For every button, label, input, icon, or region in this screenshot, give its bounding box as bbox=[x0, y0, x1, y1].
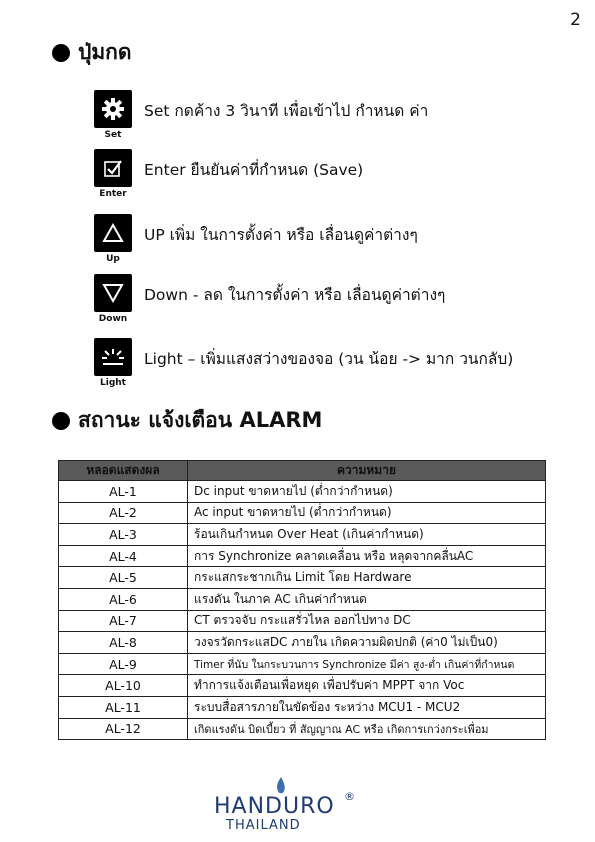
table-row bbox=[59, 588, 546, 610]
key-description: Light – เพิ่มแสงสว่างของจอ (วน น้อย -> มาก วนกลับ) bbox=[144, 350, 514, 368]
alarm-code: AL-1 bbox=[59, 481, 188, 503]
table-row bbox=[59, 632, 546, 654]
alarm-table bbox=[58, 460, 546, 740]
key-caption: Up bbox=[106, 254, 120, 264]
logo-subtitle: THAILAND bbox=[226, 818, 301, 833]
column-header-indicator: หลอดแสดงผล bbox=[59, 461, 188, 481]
alarm-meaning: วงจรวัดกระแสDC ภายใน เกิดความผิดปกติ (ค่า0 ไม่เป็น0) bbox=[188, 632, 546, 654]
alarm-code: AL-8 bbox=[59, 632, 188, 654]
table-row bbox=[59, 545, 546, 567]
alarm-meaning: ระบบสื่อสารภายในขัดข้อง ระหว่าง MCU1 - MCU2 bbox=[188, 696, 546, 718]
table-row bbox=[59, 610, 546, 632]
table-row bbox=[59, 524, 546, 546]
table-row bbox=[59, 675, 546, 697]
alarm-meaning: ทำการแจ้งเตือนเพื่อหยุด เพื่อปรับค่า MPPT จาก Voc bbox=[188, 675, 546, 697]
checkbox-icon bbox=[94, 149, 132, 187]
buttons-title-text: ปุ่มกด bbox=[78, 40, 132, 64]
page-number: 2 bbox=[570, 10, 581, 30]
alarm-meaning: แรงดัน ในภาค AC เกินค่ากำหนด bbox=[188, 588, 546, 610]
alarm-code: AL-7 bbox=[59, 610, 188, 632]
column-header-meaning: ความหมาย bbox=[188, 461, 546, 481]
alarm-code: AL-6 bbox=[59, 588, 188, 610]
buttons-section-title bbox=[52, 36, 132, 69]
alarm-code: AL-10 bbox=[59, 675, 188, 697]
alarm-code: AL-2 bbox=[59, 502, 188, 524]
table-row bbox=[59, 481, 546, 503]
table-row bbox=[59, 696, 546, 718]
registered-mark: ® bbox=[344, 790, 355, 803]
alarm-code: AL-4 bbox=[59, 545, 188, 567]
bullet-icon bbox=[52, 412, 70, 430]
table-row bbox=[59, 653, 546, 675]
key-description: UP เพิ่ม ในการตั้งค่า หรือ เลื่อนดูค่าต่างๆ bbox=[144, 226, 418, 244]
alarm-code: AL-5 bbox=[59, 567, 188, 589]
gear-icon bbox=[94, 90, 132, 128]
alarm-title-text: สถานะ แจ้งเตือน ALARM bbox=[78, 408, 323, 432]
alarm-section-title bbox=[52, 404, 322, 437]
alarm-meaning: Timer ที่นับ ในกระบวนการ Synchronize มีค่า สูง-ต่ำ เกินค่าที่กำหนด bbox=[188, 653, 546, 675]
triangle-down-icon bbox=[94, 274, 132, 312]
key-description: Enter ยืนยันค่าที่กำหนด (Save) bbox=[144, 161, 364, 179]
triangle-up-icon bbox=[94, 214, 132, 252]
key-caption: Set bbox=[104, 130, 122, 140]
backlight-icon bbox=[94, 338, 132, 376]
key-description: Down - ลด ในการตั้งค่า หรือ เลื่อนดูค่าต่างๆ bbox=[144, 286, 446, 304]
table-row bbox=[59, 718, 546, 740]
alarm-meaning: Dc input ขาดหายไป (ต่ำกว่ากำหนด) bbox=[188, 481, 546, 503]
alarm-code: AL-11 bbox=[59, 696, 188, 718]
alarm-code: AL-12 bbox=[59, 718, 188, 740]
alarm-meaning: ร้อนเกินกำหนด Over Heat (เกินค่ากำหนด) bbox=[188, 524, 546, 546]
logo-wordmark: HANDURO bbox=[214, 794, 335, 819]
alarm-meaning: กระแสกระชากเกิน Limit โดย Hardware bbox=[188, 567, 546, 589]
key-caption: Enter bbox=[99, 189, 127, 199]
alarm-code: AL-3 bbox=[59, 524, 188, 546]
key-caption: Down bbox=[98, 314, 128, 324]
table-row bbox=[59, 502, 546, 524]
alarm-meaning: การ Synchronize คลาดเคลื่อน หรือ หลุดจากคลื่นAC bbox=[188, 545, 546, 567]
alarm-meaning: Ac input ขาดหายไป (ต่ำกว่ากำหนด) bbox=[188, 502, 546, 524]
flame-icon bbox=[274, 776, 288, 796]
alarm-meaning: เกิดแรงดัน บิดเบี้ยว ที่ สัญญาณ AC หรือ เกิดการเกว่งกระเพื่อม bbox=[188, 718, 546, 740]
table-row bbox=[59, 567, 546, 589]
alarm-meaning: CT ตรวจจับ กระแสรั่วไหล ออกไปทาง DC bbox=[188, 610, 546, 632]
key-description: Set กดค้าง 3 วินาที เพื่อเข้าไป กำหนด ค่า bbox=[144, 102, 429, 120]
table-header-row bbox=[59, 461, 546, 481]
key-caption: Light bbox=[100, 378, 126, 388]
bullet-icon bbox=[52, 44, 70, 62]
alarm-code: AL-9 bbox=[59, 653, 188, 675]
handuro-logo bbox=[212, 776, 362, 838]
